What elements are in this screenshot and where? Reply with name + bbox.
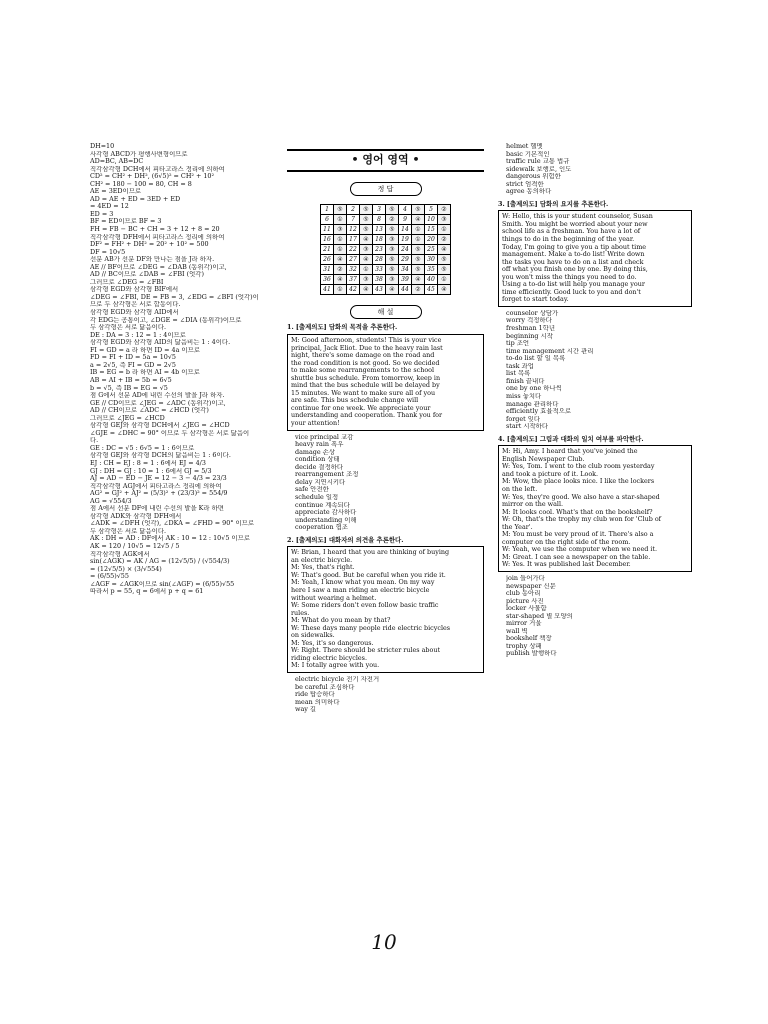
question-number: 38 [373,275,386,285]
vocab-item: list 목록 [506,370,531,378]
q2-transcript [287,546,484,673]
math-solution-column [90,143,275,596]
vocab-item: ride 탑승하다 [295,691,335,699]
vocab-item: star-shaped 별 모양의 [506,612,573,620]
answer-choice: ⑤ [360,215,373,225]
solution-line: 삼각형 EGD와 삼각형 AID의 닮음비는 1 : 4이다. [90,339,231,347]
solution-line: AB = AI + IB = 5b = 6√5 [90,376,172,384]
vocab-item: traffic rule 교통 법규 [506,158,570,166]
answer-choice: ③ [386,245,399,255]
transcript-line: the tasks you have to do on a list and check [502,258,644,266]
solution-line: AD = AE + ED = 3ED + ED [90,195,181,203]
solution-line: b = √5, 즉 IB = EG = √5 [90,384,168,392]
q3-transcript [498,210,692,307]
transcript-line: W: Yes, they're good. We also have a star-shaped [502,493,660,501]
transcript-line: your attention! [291,420,340,428]
solution-line: 다. [90,437,99,445]
question-number: 24 [399,245,412,255]
vocab-item: beginning 시작 [506,332,553,340]
solution-line: GJ : DH = GJ : 10 = 1 : 6에서 GJ = 5/3 [90,467,212,475]
solution-line: = (12√5/5) × (3/√554) [90,565,162,573]
question-number: 5 [425,205,438,215]
question-number: 12 [347,225,360,235]
vocab-item: helmet 헬멧 [506,143,543,150]
solution-line: CD² = CH² + DH², (6√5)² = CH² + 10² [90,173,215,181]
answer-choice: ④ [360,255,373,265]
solution-line: AK = 120 / 10√5 = 12√5 / 5 [90,542,180,550]
question-number: 1 [321,205,334,215]
question-number: 17 [347,235,360,245]
solution-line: 삼각형 ADK와 삼각형 DFH에서 [90,512,182,520]
vocab-item: damage 손상 [295,448,336,456]
answer-choice: ④ [386,285,399,295]
solution-line: 삼각형 GEJ와 삼각형 DCH에서 ∠JEG = ∠HCD [90,422,230,430]
vocab-item: basic 기본적인 [506,150,550,158]
question-number: 39 [399,275,412,285]
solution-line: AG² = GJ² + AJ² = (5/3)² + (23/3)² = 554/9 [90,490,228,498]
question-number: 15 [425,225,438,235]
answer-choice: ⑤ [412,265,425,275]
solution-line: 두 삼각형은 서로 닮음이다. [90,324,167,332]
vocab-item: tip 조언 [506,340,530,348]
solution-line: sin(∠AGK) = AK / AG = (12√5/5) / (√554/3) [90,558,230,566]
transcript-line: mind that the bus schedule will be delayed by [291,382,440,390]
vocab-item: manage 관리하다 [506,400,559,408]
solution-line: a = 2√5, 즉 FI = GD = 2√5 [90,361,176,369]
answer-choice: ④ [438,285,451,295]
question-number: 34 [399,265,412,275]
answer-choice: ⑤ [386,265,399,275]
q4-transcript [498,445,692,572]
vocab-item: task 과업 [506,362,534,370]
vocab-item: cooperation 협조 [295,524,348,532]
vocab-item: agree 동의하다 [506,188,552,196]
solution-line: FI = GD = a 라 하면 ID = 4a 이므로 [90,346,200,354]
answer-choice: ② [334,265,347,275]
question-number: 30 [425,255,438,265]
vocab-item: trophy 상패 [506,642,542,650]
transcript-line: Today, I'm going to give you a tip about time [502,243,647,251]
transcript-line: the road condition is not good. So we decided [291,359,440,367]
transcript-line: Smith. You might be worried about your new [502,220,648,228]
vocab-item: delay 지연시키다 [295,478,346,486]
question-number: 9 [399,215,412,225]
transcript-line: M: Hi, Amy. I heard that you've joined the [502,448,638,456]
solution-line: CH² = 180 − 100 = 80, CH = 8 [90,180,192,188]
vocab-item: sidewalk 보행로, 인도 [506,165,572,173]
vocab-item: schedule 일정 [295,493,339,501]
answer-choice: ① [334,215,347,225]
vocab-item: rearrangement 조정 [295,471,359,479]
transcript-line: English Newspaper Club. [502,455,585,463]
vocab-item: mirror 거울 [506,620,542,628]
solution-line: GE : DC = √5 : 6√5 = 1 : 6이므로 [90,444,195,452]
transcript-line: things to do in the beginning of the year. [502,236,635,244]
vocab-item: join 들어가다 [506,574,545,582]
solution-line: 삼각형 EGD와 삼각형 BIF에서 [90,286,179,294]
answer-choice: ① [334,235,347,245]
transcript-line: on the left. [502,485,538,493]
answer-table [320,204,451,295]
vocab-item: finish 끝내다 [506,377,545,385]
vocab-item: efficiently 효율적으로 [506,408,572,416]
transcript-line: M: Yes, that's right. [291,564,355,572]
transcript-line: Using a to-do list will help you manage your [502,281,645,289]
transcript-line: M: You must be very proud of it. There's also a [502,531,654,539]
answer-row [321,205,451,215]
transcript-line: M: What do you mean by that? [291,617,391,625]
answer-choice: ③ [438,215,451,225]
transcript-line: to make some rearrangements to the school [291,367,435,375]
solution-line: 점 A에서 선분 DF에 내린 수선의 발을 K라 하면 [90,505,224,513]
answer-choice: ⑤ [386,225,399,235]
transcript-line: shuttle bus schedule. From tomorrow, keep in [291,374,441,382]
vocab-item: be careful 조심하다 [295,683,355,691]
answer-choice: ① [438,225,451,235]
question-number: 8 [373,215,386,225]
question-number: 29 [399,255,412,265]
question-number: 2 [347,205,360,215]
vocab-item: worry 걱정하다 [506,317,552,325]
answer-choice: ④ [334,275,347,285]
answer-row [321,255,451,265]
answer-choice: ① [412,225,425,235]
vocab-item: way 길 [295,706,317,714]
answer-choice: ② [412,285,425,295]
solution-line: 삼각형 EGD와 삼각형 AID에서 [90,309,179,317]
transcript-line: school life as a freshman. You have a lot of [502,228,641,236]
q4-title: 4. [출제의도] 그림과 대화의 일치 여부를 파악한다. [498,434,644,443]
question-number: 44 [399,285,412,295]
question-number: 19 [399,235,412,245]
answer-choice: ⑤ [360,225,373,235]
transcript-line: M: Great. I can see a newspaper on the table. [502,553,651,561]
answer-choice: ① [334,245,347,255]
answer-choice: ④ [438,245,451,255]
vocab-item: freshman 1학년 [506,325,556,333]
question-number: 11 [321,225,334,235]
answer-choice: ④ [412,275,425,285]
solution-line: 므로 두 삼각형은 서로 합동이다. [90,301,181,309]
question-number: 10 [425,215,438,225]
question-number: 35 [425,265,438,275]
answer-choice: ⑤ [412,205,425,215]
answer-choice: ① [412,235,425,245]
question-number: 40 [425,275,438,285]
question-number: 3 [373,205,386,215]
transcript-line: W: That's good. But be careful when you ride it. [291,571,446,579]
q1-transcript [287,334,484,431]
explanation-label: 해 설 [350,305,422,319]
vocab-item: appreciate 감사하다 [295,509,357,517]
solution-line: 따라서 p = 55, q = 6에서 p + q = 61 [90,588,204,596]
q4-vocab-list [498,575,692,658]
solution-line: 사각형 ABCD가 평행사변형이므로 [90,150,188,158]
solution-line: IB = EG = b 라 하면 AI = 4b 이므로 [90,369,200,377]
answer-choice: ⑤ [360,205,373,215]
question-number: 33 [373,265,386,275]
question-number: 23 [373,245,386,255]
question-number: 37 [347,275,360,285]
answer-choice: ① [334,285,347,295]
solution-line: 각 EDG는 공통이고, ∠DGE = ∠DIA (동위각)이므로 [90,316,242,324]
q1-title: 1. [출제의도] 담화의 목적을 추론한다. [287,323,398,332]
solution-line: EJ : CH = EJ : 8 = 1 : 6에서 EJ = 4/3 [90,459,206,467]
vocab-item: start 시작하다 [506,423,549,431]
solution-line: DE : DA = 3 : 12 = 1 : 4이므로 [90,331,186,339]
transcript-line: mirror on the wall. [502,501,564,509]
question-number: 4 [399,205,412,215]
transcript-line: W: Yes. It was published last December. [502,561,631,569]
solution-line: 직각삼각형 DFH에서 피타고라스 정리에 의하여 [90,233,225,241]
solution-line: ED = 3 [90,210,114,218]
transcript-line: computer on the right side of the room. [502,538,631,546]
solution-line: FH = FB − BC + CH = 3 + 12 + 8 = 20 [90,226,220,234]
transcript-line: M: Yeah, I know what you mean. On my way [291,579,435,587]
transcript-line: W: Oh, that's the trophy my club won for 'Club of [502,516,662,524]
vocab-item: time management 시간 관리 [506,347,594,355]
transcript-line: continue for one week. We appreciate your [291,404,431,412]
solution-line: GE // CD이므로 ∠JEG = ∠ADC (동위각)이고, [90,399,226,407]
answer-row [321,265,451,275]
solution-line: DF = 10√5 [90,248,126,256]
solution-line: BF = ED이므로 BF = 3 [90,218,162,226]
answer-choice: ② [438,235,451,245]
answer-row [321,215,451,225]
question-number: 7 [347,215,360,225]
solution-line: 직각삼각형 AGJ에서 피타고라스 정리에 의하여 [90,482,222,490]
transcript-line: an electric bicycle. [291,556,353,564]
q3-vocab-list [498,310,692,431]
vocab-item: condition 상태 [295,456,340,464]
solution-line: = (6/55)√55 [90,573,129,581]
solution-line: DH=10 [90,143,115,150]
solution-line: 그러므로 ∠DEG = ∠FBI [90,278,164,286]
transcript-line: 15 minutes. We want to make sure all of you [291,389,436,397]
vocab-item: understanding 이해 [295,516,357,524]
question-number: 36 [321,275,334,285]
vocab-item: one by one 하나씩 [506,385,562,393]
transcript-line: management. Make a to-do list! Write down [502,251,645,259]
q2-vocab-list [287,676,484,714]
q2-title: 2. [출제의도] 대화자의 의견을 추론한다. [287,535,404,544]
transcript-line: on sidewalks. [291,632,335,640]
solution-line: 두 삼각형은 서로 닮음이다. [90,527,167,535]
transcript-line: forget to start today. [502,296,569,304]
question-number: 18 [373,235,386,245]
vocab-item: miss 놓치다 [506,392,542,400]
question-number: 41 [321,285,334,295]
solution-line: 점 G에서 선분 AD에 내린 수선의 발을 J라 하자. [90,392,225,400]
answer-choice: ② [386,215,399,225]
question-number: 21 [321,245,334,255]
solution-line: 직각삼각형 AGK에서 [90,550,150,558]
question-number: 27 [347,255,360,265]
question-number: 43 [373,285,386,295]
question-number: 28 [373,255,386,265]
answer-choice: ② [438,205,451,215]
transcript-line: M: Yes, it's so dangerous. [291,639,374,647]
solution-line: AK : DH = AD : DF에서 AK : 10 = 12 : 10√5 이므로 [90,535,250,543]
question-number: 22 [347,245,360,255]
transcript-line: W: Right. There should be stricter rules about [291,647,441,655]
answer-row [321,245,451,255]
solution-line: DF² = FH² + DH² = 20² + 10² = 500 [90,241,209,249]
vocab-item: locker 사물함 [506,605,547,613]
answer-choice: ③ [334,225,347,235]
vocab-item: wall 벽 [506,627,528,635]
solution-line: ∠AGF = ∠AGK이므로 sin(∠AGF) = (6/55)√55 [90,580,235,588]
answer-choice: ④ [360,235,373,245]
solution-line: AE = 3ED이므로 [90,188,142,196]
vocab-item: dangerous 위험한 [506,173,561,181]
answer-choice: ④ [334,255,347,265]
transcript-line: W: Yes, Tom. I went to the club room yesterday [502,463,655,471]
answer-choice: ⑤ [386,205,399,215]
question-number: 42 [347,285,360,295]
solution-line: AJ = AD − ED − JE = 12 − 3 − 4/3 = 23/3 [90,475,227,483]
solution-line: 직각삼각형 DCH에서 피타고라스 정리에 의하여 [90,165,225,173]
transcript-line: M: Wow, the place looks nice. I like the lockers [502,478,655,486]
vocab-item: continue 계속되다 [295,501,350,509]
solution-line: 그러므로 ∠JEG = ∠HCD [90,414,165,422]
transcript-line: here I saw a man riding an electric bicycle [291,586,430,594]
vocab-item: decide 결정하다 [295,463,344,471]
answer-choice: ④ [360,285,373,295]
question-number: 6 [321,215,334,225]
transcript-line: W: Brian, I heard that you are thinking of buying [291,549,450,557]
vocab-item: vice principal 교감 [295,433,354,441]
transcript-line: M: Good afternoon, students! This is your vice [291,337,442,345]
vocab-item: newspaper 신문 [506,582,556,590]
question-number: 13 [373,225,386,235]
answer-choice: ⑤ [438,255,451,265]
solution-line: ∠ADK = ∠DFH (엇각), ∠DKA = ∠FHD = 90° 이므로 [90,520,255,528]
transcript-line: and took a picture of it. Look. [502,470,599,478]
transcript-line: without wearing a helmet. [291,594,377,602]
vocab-item: safe 안전한 [295,486,329,494]
answer-choice: ① [360,265,373,275]
vocab-item: forget 잊다 [506,415,541,423]
transcript-line: W: Yeah, we use the computer when we need it. [502,546,657,554]
answer-choice: ① [438,275,451,285]
answer-choice: ⑤ [386,255,399,265]
english-explanation-column [498,143,692,658]
english-answer-column [287,143,484,714]
answer-choice: ③ [386,235,399,245]
transcript-line: understanding and cooperation. Thank you for [291,412,443,420]
question-number: 20 [425,235,438,245]
vocab-item: mean 의미하다 [295,698,340,706]
answer-row [321,225,451,235]
question-number: 14 [399,225,412,235]
solution-line: AD=BC, AB=DC [90,158,144,166]
transcript-line: W: These days many people ride electric bicycles [291,624,451,632]
answer-choice: ⑤ [412,255,425,265]
solution-line: ∠GJE = ∠DHC = 90° 이므로 두 삼각형은 서로 닮음이 [90,429,250,437]
answer-choice: ⑤ [334,205,347,215]
vocab-item: electric bicycle 전기 자전거 [295,675,380,683]
transcript-line: M: It looks cool. What's that on the bookshelf? [502,508,653,516]
transcript-line: off what you finish one by one. By doing this, [502,266,648,274]
answer-row [321,235,451,245]
vocab-item: publish 발행하다 [506,650,557,658]
answer-row [321,275,451,285]
solution-line: AD // CH이므로 ∠ADC = ∠HCD (엇각) [90,407,209,415]
question-number: 31 [321,265,334,275]
top-vocab-list [498,143,692,196]
solution-line: AG = √554/3 [90,497,132,505]
transcript-line: W: Some riders don't even follow basic traffic [291,602,439,610]
transcript-line: the Year'. [502,523,533,531]
question-number: 32 [347,265,360,275]
q3-title: 3. [출제의도] 담화의 요지를 추론한다. [498,199,609,208]
answer-choice: ⑤ [412,245,425,255]
transcript-line: M: I totally agree with you. [291,662,380,670]
vocab-item: to-do list 할 일 목록 [506,355,566,363]
solution-line: 선분 AB가 선분 DF와 만나는 점을 J라 하자. [90,256,215,264]
transcript-line: you won't miss the things you need to do. [502,273,637,281]
question-number: 45 [425,285,438,295]
solution-line: ∠DEG = ∠FBI, DE = FB = 3, ∠EDG = ∠BFI (엇각)이 [90,293,259,301]
transcript-line: rules. [291,609,310,617]
transcript-line: are safe. This bus schedule change will [291,397,419,405]
solution-line: 삼각형 GEJ와 삼각형 DCH의 닮음비는 1 : 6이다. [90,452,231,460]
transcript-line: night, there's some damage on the road and [291,352,435,360]
vocab-item: bookshelf 책장 [506,635,552,643]
transcript-line: time efficiently. Good luck to you and don't [502,288,641,296]
answer-choice: ③ [386,275,399,285]
question-number: 16 [321,235,334,245]
vocab-item: club 동아리 [506,590,541,598]
solution-line: FD = FI + ID = 5a = 10√5 [90,354,176,362]
answer-choice: ④ [412,215,425,225]
vocab-item: heavy rain 폭우 [295,441,344,449]
transcript-line: principal, Jack Eliot. Due to the heavy rain last [291,344,443,352]
question-number: 26 [321,255,334,265]
solution-line: AE // BF이므로 ∠DEG = ∠DAB (동위각)이고, [90,263,227,271]
transcript-line: W: Hello, this is your student counselor, Susan [502,213,653,221]
transcript-line: riding electric bicycles. [291,654,367,662]
question-number: 25 [425,245,438,255]
q1-vocab-list [287,434,484,532]
answer-choice: ③ [360,275,373,285]
answer-row [321,285,451,295]
vocab-item: counselor 상담가 [506,309,559,317]
page-number: 10 [371,930,397,954]
answer-choice: ⑤ [438,265,451,275]
solution-line: = 4ED = 12 [90,203,129,211]
section-title: • 영어 영역 • [287,149,484,172]
solution-line: AD // BC이므로 ∠DAB = ∠FBI (엇각) [90,271,204,279]
vocab-item: strict 엄격한 [506,180,544,188]
answer-label: 정 답 [350,182,422,196]
vocab-item: picture 사진 [506,597,544,605]
answer-choice: ③ [360,245,373,255]
